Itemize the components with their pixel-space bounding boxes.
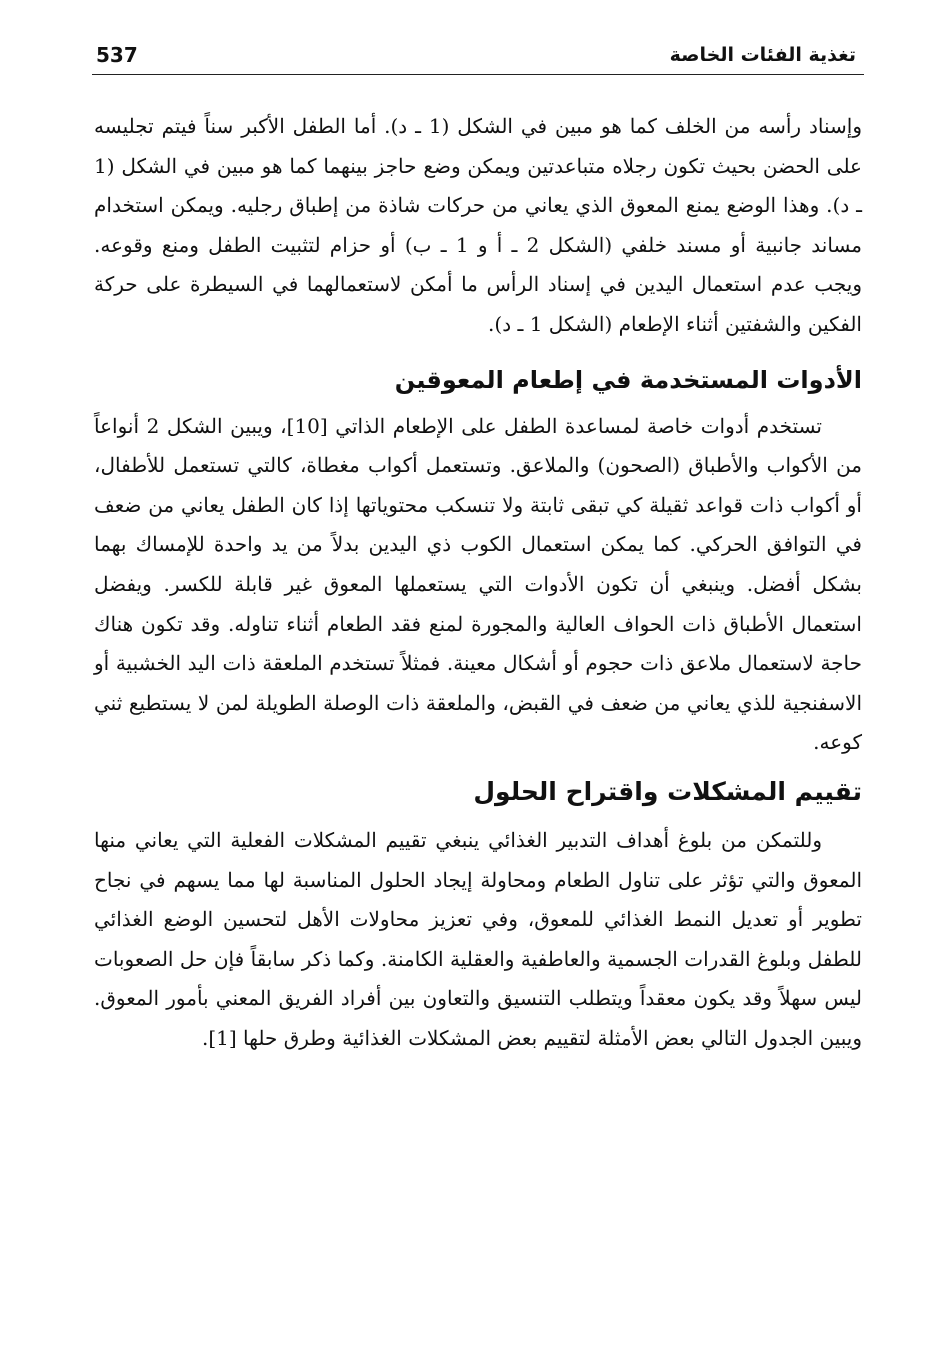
paragraph-positioning: وإسناد رأسه من الخلف كما هو مبين في الشكل (1 ـ د). أما الطفل الأكبر سناً فيتم تجليسه على الحضن بحيث تكون رجلاه متباعدتين ويمكن وضع حاجز بينهما كما هو مبين في الشكل (1 ـ د). وهذا الوضع يمنع المعوق الذي يعاني من حركات شاذة من إطباق رجليه. ويمكن استخدام مساند جانبية أو مسند خلفي (الشكل 2 ـ أ و 1 ـ ب) أو حزام لتثبيت الطفل ومنع وقوعه. ويجب عدم استعمال اليدين في إسناد الرأس ما أمكن لاستعمالهما في السيطرة على حركة الفكين والشفتين أثناء الإطعام (الشكل 1 ـ د). xyxy=(94,114,863,336)
paragraph-problem-assessment: وللتمكن من بلوغ أهداف التدبير الغذائي ينبغي تقييم المشكلات الفعلية التي يعاني منها المعوق والتي تؤثر على تناول الطعام ومحاولة إيجاد الحلول المناسبة لها مما يسهم في نجاح تطوير أو تعديل النمط الغذائي للمعوق، وفي تعزيز محاولات الأهل لتحسين الوضع الغذائي للطفل وبلوغ القدرات الجسمية والعاطفية والعقلية الكامنة. وكما ذكر سابقاً فإن حل الصعوبات ليس سهلاً وقد يكون معقداً ويتطلب التنسيق والتعاون بين أفراد الفريق المعني بأمور المعوق. ويبين الجدول التالي بعض الأمثلة لتقييم بعض المشكلات الغذائية وطرق حلها [1]. xyxy=(94,827,862,1050)
running-header xyxy=(92,40,862,72)
section-heading-problem-assessment: تقييم المشكلات واقتراح الحلول xyxy=(473,776,862,806)
running-header-title: تغذية الفئات الخاصة xyxy=(669,44,856,66)
header-divider xyxy=(92,74,864,75)
section-heading-feeding-tools: الأدوات المستخدمة في إطعام المعوقين xyxy=(394,365,862,394)
paragraph-feeding-tools: تستخدم أدوات خاصة لمساعدة الطفل على الإطعام الذاتي [10]، ويبين الشكل 2 أنواعاً من الأكواب والأطباق (الصحون) والملاعق. وتستعمل أكواب مغطاة، كالتي تستعمل للأطفال، أو أكواب ذات قواعد ثقيلة كي تبقى ثابتة ولا تنسكب محتوياتها إذا كان الطفل يعاني من ضعف في التوافق الحركي. كما يمكن استعمال الكوب ذي اليدين بدلاً من يد واحدة للإمساك بهما بشكل أفضل. وينبغي أن تكون الأدوات التي يستعملها المعوق غير قابلة للكسر. ويفضل استعمال الأطباق ذات الحواف العالية والمجورة لمنع فقد الطعام أثناء تناوله. وقد تكون هناك حاجة لاستعمال ملاعق ذات حجوم أو أشكال معينة. فمثلاً تستخدم الملعقة ذات اليد الخشبية أو الاسفنجية للذي يعاني من ضعف في القبض، والملعقة ذات الوصلة الطويلة لمن لا يستطيع ثني كوعه. xyxy=(94,413,862,755)
page-number: 537 xyxy=(96,43,138,67)
page-body xyxy=(94,107,862,1058)
